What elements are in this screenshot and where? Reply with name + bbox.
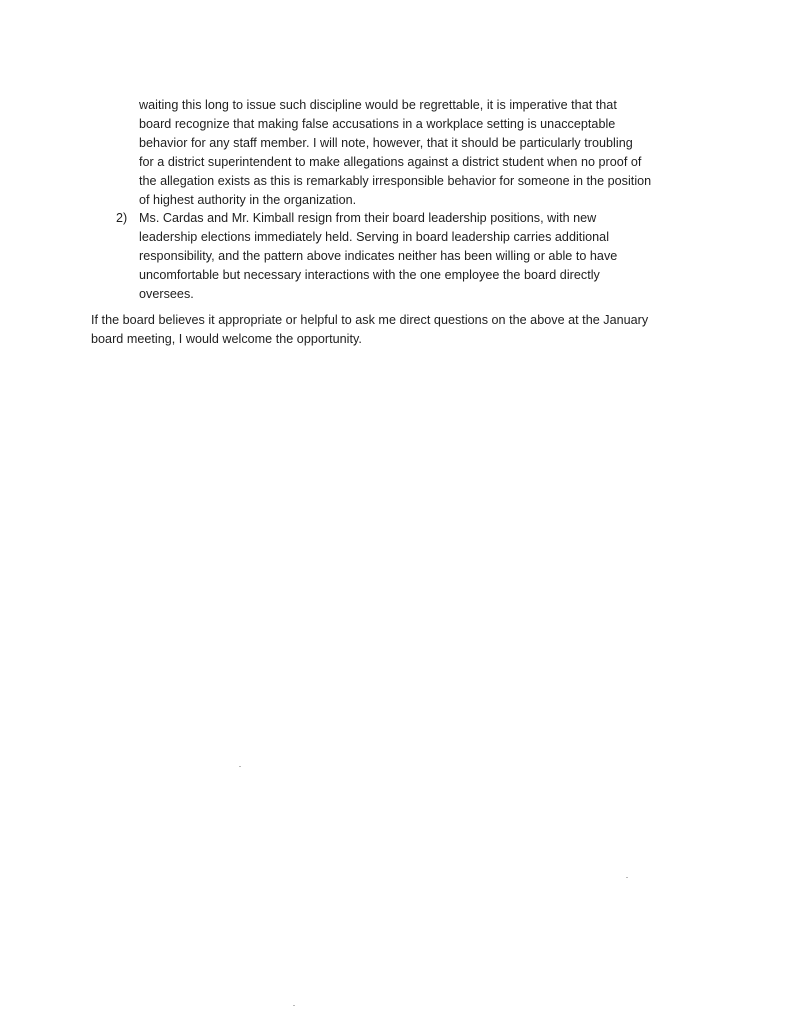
list-item-number: 2) — [116, 211, 128, 225]
continued-item-line-4: for a district superintendent to make allegations against a district student when no proof of — [139, 155, 642, 169]
item-2-line-2: leadership elections immediately held. Serving in board leadership carries additional — [139, 230, 610, 244]
continued-item-line-3: behavior for any staff member. I will note, however, that it should be particularly troubling — [139, 136, 633, 150]
item-2-line-5: oversees. — [139, 287, 194, 301]
scan-speck — [293, 1005, 295, 1006]
item-2-line-4: uncomfortable but necessary interactions with the one employee the board directly — [139, 268, 600, 282]
continued-item-line-5: the allegation exists as this is remarkably irresponsible behavior for someone in the position — [139, 174, 652, 188]
closing-line-1: If the board believes it appropriate or helpful to ask me direct questions on the above at the January — [91, 313, 649, 327]
item-2-line-1: Ms. Cardas and Mr. Kimball resign from their board leadership positions, with new — [139, 211, 597, 225]
scan-speck — [626, 877, 628, 878]
continued-item-line-2: board recognize that making false accusations in a workplace setting is unacceptable — [139, 117, 616, 131]
continued-item-line-1: waiting this long to issue such discipline would be regrettable, it is imperative that that — [139, 98, 617, 112]
continued-item-line-6: of highest authority in the organization. — [139, 193, 357, 207]
item-2-line-3: responsibility, and the pattern above indicates neither has been willing or able to have — [139, 249, 618, 263]
closing-line-2: board meeting, I would welcome the opportunity. — [91, 332, 362, 346]
scan-speck — [239, 766, 241, 767]
